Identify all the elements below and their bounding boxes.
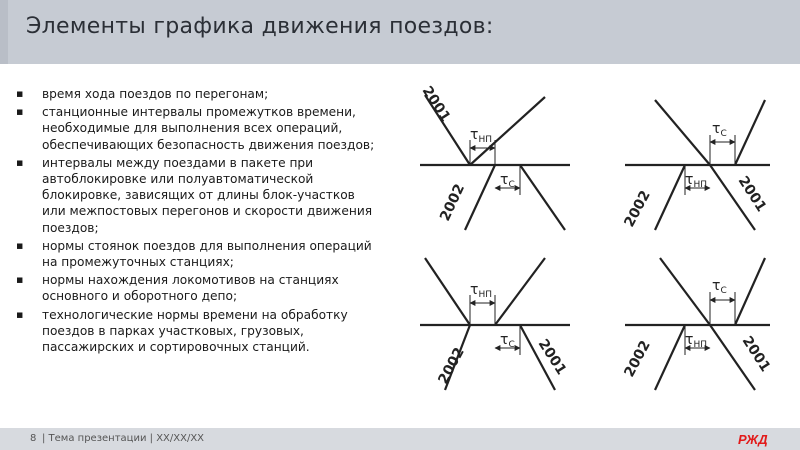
tau-symbol: τ [712, 121, 721, 137]
bullet-item [16, 238, 376, 270]
bullet-marker: ▪ [16, 87, 24, 100]
train-line [735, 258, 765, 325]
tau-symbol: τ [470, 282, 479, 298]
tau-subscript: НП [478, 135, 492, 145]
train-2001-line [470, 97, 545, 165]
tau-c-label [712, 278, 727, 296]
bullet-item [16, 104, 376, 153]
bullet-item [16, 307, 376, 356]
train-schedule-diagrams [380, 70, 800, 430]
train-label-2001: 2001 [734, 173, 770, 215]
tau-symbol: τ [500, 172, 509, 188]
train-2001-line [735, 100, 765, 165]
train-label-2002: 2002 [621, 337, 654, 380]
tau-subscript: С [720, 129, 727, 139]
train-label-2001: 2001 [418, 83, 454, 125]
train-label-2001: 2001 [534, 336, 570, 378]
tau-subscript: НП [478, 290, 492, 300]
train-2002-line [465, 165, 495, 230]
tau-np-label [470, 127, 492, 145]
tau-c-label [712, 121, 727, 139]
train-label-2002: 2002 [435, 344, 468, 387]
train-label-2001: 2001 [738, 333, 774, 375]
bullet-text: нормы стоянок поездов для выполнения операций на промежуточных станциях; [42, 238, 372, 270]
bullet-marker: ▪ [16, 155, 24, 169]
tau-subscript: С [508, 340, 515, 350]
train-2001-line [710, 325, 755, 390]
train-line [495, 258, 545, 325]
bullet-text: интервалы между поездами в пакете при автоблокировке или полуавтоматической блокировке, зависящих от длины блок-участков или межпостовых перегонов и скорости движения поездов; [42, 155, 373, 235]
tau-subscript: С [720, 286, 727, 296]
bullet-marker: ▪ [16, 273, 24, 287]
bullet-marker: ▪ [16, 105, 24, 119]
bullet-item [16, 155, 376, 236]
slide-title: Элементы графика движения поездов: [26, 14, 494, 39]
tau-subscript: С [508, 180, 515, 190]
bullet-text: время хода поездов по перегонам; [42, 87, 269, 101]
train-2002-line [655, 165, 685, 230]
diagram-top-right [625, 100, 770, 230]
tau-subscript: НП [693, 180, 707, 190]
rzd-logo [734, 429, 778, 449]
tau-symbol: τ [712, 278, 721, 294]
bullet-item [16, 272, 376, 304]
tau-np-label [685, 332, 707, 350]
bullet-text: нормы нахождения локомотивов на станциях основного и оборотного депо; [42, 273, 339, 304]
diagram-bottom-right [625, 258, 770, 390]
train-line [425, 258, 470, 325]
tau-symbol: τ [685, 172, 694, 188]
train-2002-line [655, 325, 685, 390]
tau-subscript: НП [693, 340, 707, 350]
tau-np-label [685, 172, 707, 190]
tau-symbol: τ [470, 127, 479, 143]
train-label-2002: 2002 [437, 181, 469, 224]
train-2002-line [520, 165, 565, 230]
rzd-logo-text: РЖД [738, 432, 768, 447]
tau-symbol: τ [500, 332, 509, 348]
tau-c-label [500, 172, 515, 190]
bullet-item [16, 86, 376, 102]
bullet-text: станционные интервалы промежутков времени, необходимые для выполнения всех операций, обеспечивающих безопасность движения поездов; [42, 105, 375, 152]
bullet-marker: ▪ [16, 238, 24, 252]
bullet-marker: ▪ [16, 307, 24, 321]
bullet-list [16, 86, 376, 357]
train-label-2002: 2002 [621, 187, 654, 230]
tau-c-label [500, 332, 515, 350]
footer-text: | Тема презентации | XX/XX/XX [42, 433, 205, 444]
title-accent [0, 0, 8, 64]
page-number: 8 [30, 433, 37, 444]
tau-np-label [470, 282, 492, 300]
bullet-text: технологические нормы времени на обработку поездов в парках участковых, грузовых, пассажирских и сортировочных станций. [42, 307, 348, 355]
train-2001-line [655, 100, 710, 165]
tau-symbol: τ [685, 332, 694, 348]
train-line [660, 258, 710, 325]
